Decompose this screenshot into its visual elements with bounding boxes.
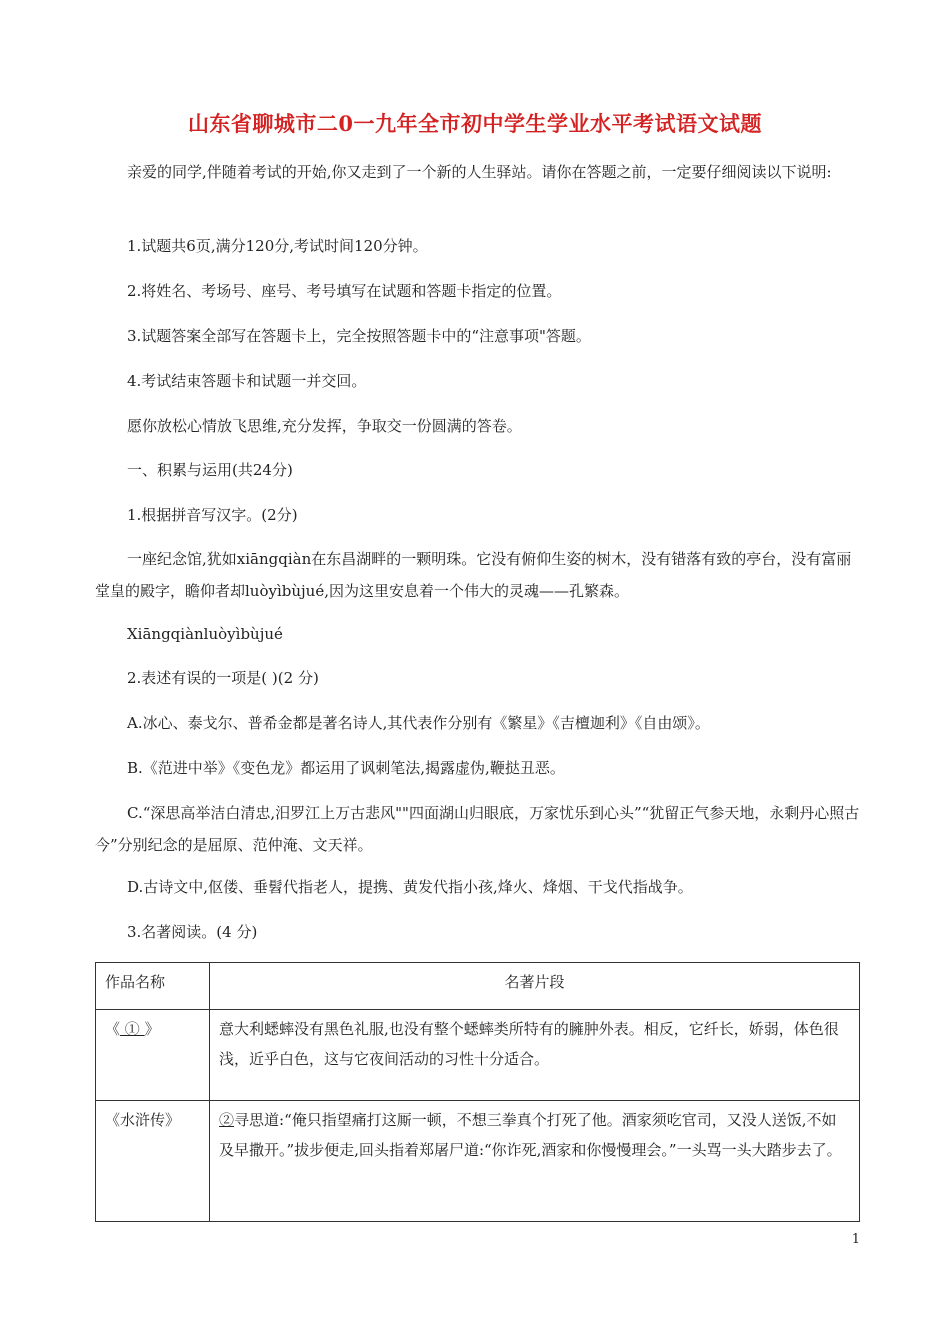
section-heading: 一、积累与运用(共24分) <box>127 461 293 479</box>
table-header-row <box>96 963 860 1010</box>
question-2-option-a: A.冰心、泰戈尔、普希金都是著名诗人,其代表作分别有《繁星》《吉檀迦利》《自由颂》。 <box>127 714 710 732</box>
table-row <box>96 1010 860 1101</box>
question-2-option-c: C.“深思高举洁白清忠,汨罗江上万古悲风""四面湖山归眼底，万家忧乐到心头”“犹留正气参天地，永剩丹心照古今”分别纪念的是屈原、范仲淹、文天祥。 <box>95 804 860 854</box>
work-name-cell: 《水浒传》 <box>96 1101 210 1222</box>
rule-1: 1.试题共6页,满分120分,考试时间120分钟。 <box>127 237 428 255</box>
rule-3: 3.试题答案全部写在答题卡上，完全按照答题卡中的“注意事项"答题。 <box>127 327 591 345</box>
excerpt-cell: 意大利蟋蟀没有黑色礼服,也没有整个蟋蟀类所特有的臃肿外表。相反，它纤长，娇弱，体色很浅，近乎白色，这与它夜间活动的习性十分适合。 <box>210 1010 860 1101</box>
question-1-passage: 一座纪念馆,犹如xiāngqiàn在东昌湖畔的一颗明珠。它没有俯仰生姿的树木，没有错落有致的亭台，没有富丽堂皇的殿字，瞻仰者却luòyìbùjué,因为这里安息着一个伟大的灵魂——孔繁森。 <box>95 550 852 600</box>
page-title: 山东省聊城市二0一九年全市初中学生学业水平考试语文试题 <box>187 111 763 136</box>
header-work-name: 作品名称 <box>96 963 210 1010</box>
excerpt-text: 寻思道:“俺只指望痛打这厮一顿，不想三拳真个打死了他。酒家须吃官司，又没人送饭,不如及早撒开。”拔步便走,回头指着郑屠尸道:“你诈死,酒家和你慢慢理会。”一头骂一头大踏步去了。 <box>219 1111 842 1159</box>
excerpt-cell <box>210 1101 860 1222</box>
blank-marker: ② <box>219 1111 235 1129</box>
table-row <box>96 1101 860 1222</box>
page-number: 1 <box>851 1232 860 1247</box>
question-2-option-b: B.《范进中举》《变色龙》都运用了讽刺笔法,揭露虚伪,鞭挞丑恶。 <box>127 759 565 777</box>
classics-table <box>95 962 860 1222</box>
intro-paragraph: 亲爱的同学,伴随着考试的开始,你又走到了一个新的人生驿站。请你在答题之前，一定要仔细阅读以下说明: <box>127 163 832 181</box>
question-2-stem: 2.表述有误的一项是( )(2 分) <box>127 669 319 687</box>
question-3-stem: 3.名著阅读。(4 分) <box>127 923 258 941</box>
work-name-blank: ① <box>120 1020 145 1038</box>
header-excerpt: 名著片段 <box>210 963 860 1010</box>
question-2-option-d: D.古诗文中,伛偻、垂髫代指老人，提携、黄发代指小孩,烽火、烽烟、干戈代指战争。 <box>127 878 693 896</box>
question-1-stem: 1.根据拼音写汉字。(2分) <box>127 506 298 524</box>
wish-text: 愿你放松心情放飞思维,充分发挥，争取交一份圆满的答卷。 <box>127 417 522 435</box>
rule-2: 2.将姓名、考场号、座号、考号填写在试题和答题卡指定的位置。 <box>127 282 562 300</box>
question-1-pinyin: Xiāngqiànluòyìbùjué <box>127 625 283 643</box>
work-name-cell <box>96 1010 210 1101</box>
work-name-suffix: 》 <box>144 1020 160 1038</box>
work-name-prefix: 《 <box>105 1020 121 1038</box>
rule-4: 4.考试结束答题卡和试题一并交回。 <box>127 372 367 390</box>
